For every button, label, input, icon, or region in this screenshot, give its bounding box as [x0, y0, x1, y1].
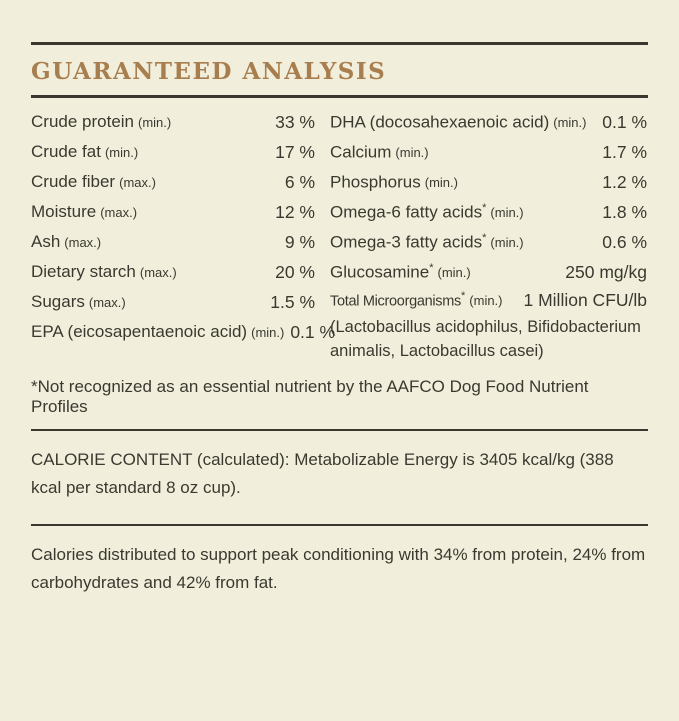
nutrient-row-calcium: [330, 137, 647, 167]
qualifier: (min.): [553, 115, 587, 131]
nutrient-label: Crude protein (min.): [31, 112, 172, 131]
qualifier: (min.): [490, 205, 524, 221]
qualifier: (max.): [139, 265, 177, 280]
nutrient-value: 20 %: [275, 261, 315, 282]
nutrient-label: DHA (docosahexaenoic acid) (min.): [330, 112, 587, 132]
qualifier: (min.): [138, 115, 172, 130]
nutrient-row-omega6: [330, 197, 647, 227]
nutrient-value: 1 Million CFU/lb: [523, 289, 647, 310]
section-divider-1: [31, 429, 648, 431]
qualifier: (min.): [469, 293, 503, 309]
analysis-left-column: [31, 107, 336, 363]
nutrient-label: Ash (max.): [31, 232, 102, 251]
nutrient-label: Glucosamine* (min.): [330, 261, 471, 282]
asterisk-marker: *: [482, 231, 487, 244]
nutrient-label: Calcium (min.): [330, 142, 429, 162]
analysis-table: [31, 107, 648, 363]
nutrient-value: 1.8 %: [602, 201, 647, 222]
nutrient-value: 0.6 %: [602, 231, 647, 252]
nutrient-label: Crude fiber (max.): [31, 172, 156, 191]
asterisk-marker: *: [461, 289, 466, 302]
asterisk-marker: *: [429, 261, 434, 274]
nutrient-row-moisture: [31, 197, 315, 227]
page-title: GUARANTEED ANALYSIS: [31, 58, 387, 85]
qualifier: (max.): [64, 235, 102, 250]
qualifier: (max.): [119, 175, 156, 190]
nutrient-label: Omega-6 fatty acids* (min.): [330, 201, 524, 222]
qualifier: (min.): [395, 145, 429, 161]
qualifier: (max.): [100, 205, 138, 220]
qualifier: (max.): [88, 295, 126, 310]
nutrient-label: EPA (eicosapentaenoic acid) (min.): [31, 322, 285, 341]
nutrient-label: Crude fat (min.): [31, 142, 139, 161]
nutrient-row-omega3: [330, 227, 647, 257]
nutrient-row-sugars: [31, 287, 315, 317]
nutrient-value: 0.1 %: [290, 321, 336, 342]
top-divider: [31, 42, 648, 45]
nutrient-row-total-microorganisms: [330, 287, 647, 313]
qualifier: (min.): [251, 325, 285, 340]
nutrient-value: 17 %: [275, 141, 315, 162]
nutrient-label: Omega-3 fatty acids* (min.): [330, 231, 524, 252]
nutrient-row-phosphorus: [330, 167, 647, 197]
nutrient-label: Dietary starch (max.): [31, 262, 177, 281]
nutrient-value: 0.1 %: [602, 111, 647, 132]
qualifier: (min.): [424, 175, 458, 191]
nutrient-label: Total Microorganisms* (min.): [330, 289, 503, 310]
nutrient-label: Phosphorus (min.): [330, 172, 458, 192]
qualifier: (min.): [104, 145, 139, 160]
nutrient-row-crude-fat: [31, 137, 315, 167]
calorie-content-text: CALORIE CONTENT (calculated): Metabolizable Energy is 3405 kcal/kg (388 kcal per standard 8 oz cup).: [31, 450, 614, 497]
nutrient-value: 12 %: [275, 201, 315, 222]
nutrient-value: 33 %: [275, 111, 315, 132]
nutrient-row-crude-fiber: [31, 167, 315, 197]
nutrient-value: 6 %: [284, 171, 315, 192]
nutrient-value: 1.2 %: [602, 171, 647, 192]
nutrient-value: 1.5 %: [270, 291, 315, 312]
section-divider-2: [31, 524, 648, 526]
analysis-right-column: [330, 107, 647, 363]
qualifier: (min.): [490, 235, 524, 251]
nutrient-row-glucosamine: [330, 257, 647, 287]
aafco-footnote: *Not recognized as an essential nutrient by the AAFCO Dog Food Nutrient Profiles: [31, 377, 589, 416]
nutrient-row-dietary-starch: [31, 257, 315, 287]
nutrient-row-dha: [330, 107, 647, 137]
nutrient-label: Sugars (max.): [31, 292, 126, 311]
nutrient-row-epa: [31, 317, 336, 347]
nutrient-label: Moisture (max.): [31, 202, 138, 221]
nutrient-value: 250 mg/kg: [565, 261, 647, 282]
header-divider: [31, 95, 648, 98]
guaranteed-analysis-label: [0, 42, 679, 597]
microorganisms-species-note: (Lactobacillus acidophilus, Bifidobacterium animalis, Lactobacillus casei): [330, 318, 641, 360]
nutrient-row-crude-protein: [31, 107, 315, 137]
qualifier: (min.): [437, 265, 471, 281]
nutrient-value: 1.7 %: [602, 141, 647, 162]
nutrient-value: 9 %: [284, 231, 315, 252]
nutrient-row-ash: [31, 227, 315, 257]
asterisk-marker: *: [482, 201, 487, 214]
calorie-distribution-text: Calories distributed to support peak conditioning with 34% from protein, 24% from carbohydrates and 42% from fat.: [31, 545, 646, 592]
